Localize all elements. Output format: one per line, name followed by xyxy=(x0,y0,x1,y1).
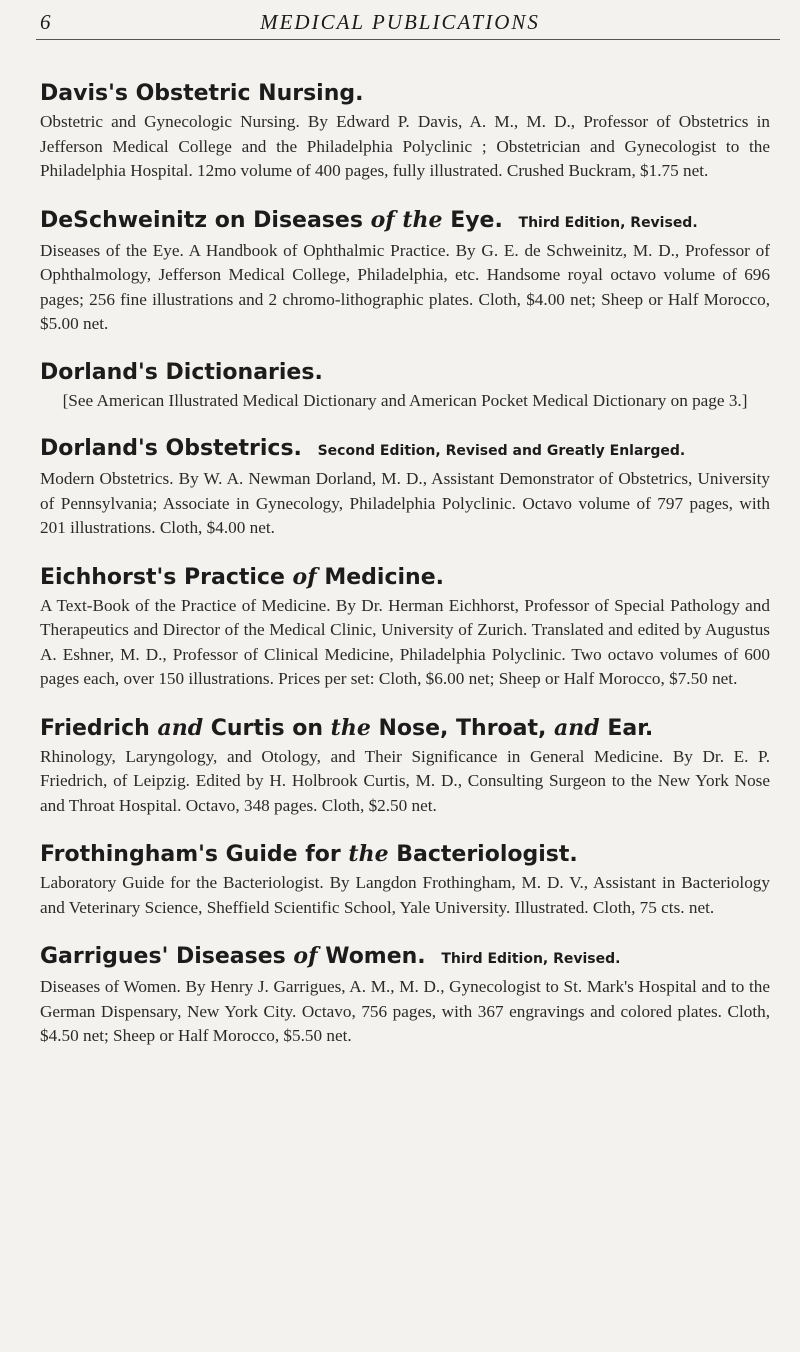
entry-garrigues xyxy=(40,942,770,1049)
entry-description: [See American Illustrated Medical Dictionary and American Pocket Medical Dictionary on page 3.] xyxy=(62,390,748,410)
entry-title xyxy=(40,563,770,592)
entry-title xyxy=(40,840,770,869)
title-text: Women. xyxy=(317,944,426,969)
running-head xyxy=(0,6,800,42)
entry-title xyxy=(40,206,770,237)
entry-title xyxy=(40,435,770,465)
page-number: 6 xyxy=(40,10,51,34)
title-text: Nose, Throat, xyxy=(370,715,555,741)
entry-eichhorst xyxy=(40,563,770,692)
entry-title xyxy=(40,942,770,973)
title-text: Garrigues' Diseases xyxy=(40,944,294,969)
title-italic: of the xyxy=(370,206,443,233)
entry-description: Obstetric and Gynecologic Nursing. By Edward P. Davis, A. M., M. D., Professor of Obstetrics in Jefferson Medical College and the Philadelphia Polyclinic ; Obstetrician and Gynecologist to the Philadelphia Hospital. 12mo volume of 400 pages, fully illustrated. Crushed Buckram, $1.75 net. xyxy=(40,112,770,180)
entry-description: Diseases of the Eye. A Handbook of Ophthalmic Practice. By G. E. de Schweinitz, M. D., Professor of Ophthalmology, Jefferson Medical College, Philadelphia, etc. Handsome royal octavo volume of 696 pages; 256 fine illustrations and 2 chromo-lithographic plates. Cloth, $4.00 net; Sheep or Half Morocco, $5.00 net. xyxy=(40,240,770,333)
title-italic: the xyxy=(330,714,371,741)
entry-description: Laboratory Guide for the Bacteriologist. By Langdon Frothingham, M. D. V., Assistant in Bacteriology and Veterinary Science, Sheffield Scientific School, Yale University. Illustrated. Cloth, 75 cts. net. xyxy=(40,873,770,917)
entry-deschweinitz xyxy=(40,206,770,337)
title-text: Eye. xyxy=(442,207,503,233)
entry-davis xyxy=(40,80,770,184)
title-text: Eichhorst's Practice xyxy=(40,564,293,590)
title-italic: the xyxy=(348,841,389,867)
title-text: Bacteriologist. xyxy=(388,842,578,867)
entry-friedrich-curtis xyxy=(40,714,770,819)
title-text: Dorland's Obstetrics. xyxy=(40,436,302,461)
title-text: Medicine. xyxy=(316,564,444,590)
edition-note: Second Edition, Revised and Greatly Enlarged. xyxy=(317,443,686,459)
entry-dorland-dictionaries xyxy=(40,359,770,414)
title-text: Frothingham's Guide for xyxy=(40,842,349,867)
title-text: DeSchweinitz on Diseases xyxy=(40,207,371,233)
title-italic: of xyxy=(292,563,317,590)
entry-description: A Text-Book of the Practice of Medicine. By Dr. Herman Eichhorst, Professor of Special Pathology and Therapeutics and Director of the Medical Clinic, University of Zurich. Translated and edited by Augustus A. Eshner, M. D., Professor of Clinical Medicine, Philadelphia Polyclinic. Two octavo volumes of 600 pages each, over 150 illustrations. Prices per set: Cloth, $6.00 net; Sheep or Half Morocco, $7.50 net. xyxy=(40,595,770,688)
header-rule xyxy=(36,39,780,40)
edition-note: Third Edition, Revised. xyxy=(441,951,621,967)
entry-title xyxy=(40,359,770,387)
title-italic: and xyxy=(157,714,204,741)
entry-description: Diseases of Women. By Henry J. Garrigues, A. M., M. D., Gynecologist to St. Mark's Hospital and to the German Dispensary, New York City. Octavo, 756 pages, with 367 engravings and colored plates. Cloth, $4.50 net; Sheep or Half Morocco, $5.50 net. xyxy=(40,977,770,1045)
entry-dorland-obstetrics xyxy=(40,435,770,541)
page-title: MEDICAL PUBLICATIONS xyxy=(260,10,540,34)
entry-description: Rhinology, Laryngology, and Otology, and Their Significance in General Medicine. By Dr. E. P. Friedrich, of Leipzig. Edited by H. Holbrook Curtis, M. D., Consulting Surgeon to the New York Nose and Throat Hospital. Octavo, 348 pages. Cloth, $2.50 net. xyxy=(40,746,770,815)
entry-description: Modern Obstetrics. By W. A. Newman Dorland, M. D., Assistant Demonstrator of Obstetrics, University of Pennsylvania; Associate in Gynecology, Philadelphia Polyclinic. Octavo volume of 797 pages, with 201 illustrations. Cloth, $4.00 net. xyxy=(40,469,770,537)
title-text: Davis's Obstetric Nursing. xyxy=(40,81,364,106)
entries-list xyxy=(40,80,770,1071)
title-text: Friedrich xyxy=(40,715,158,741)
title-italic: of xyxy=(293,943,318,969)
title-text: Dorland's Dictionaries. xyxy=(40,359,323,385)
title-italic: and xyxy=(554,714,600,741)
title-text: Curtis on xyxy=(203,715,331,741)
title-text: Ear. xyxy=(599,715,654,741)
edition-note: Third Edition, Revised. xyxy=(518,214,698,231)
entry-title xyxy=(40,80,770,108)
entry-frothingham xyxy=(40,840,770,920)
entry-title xyxy=(40,714,770,743)
